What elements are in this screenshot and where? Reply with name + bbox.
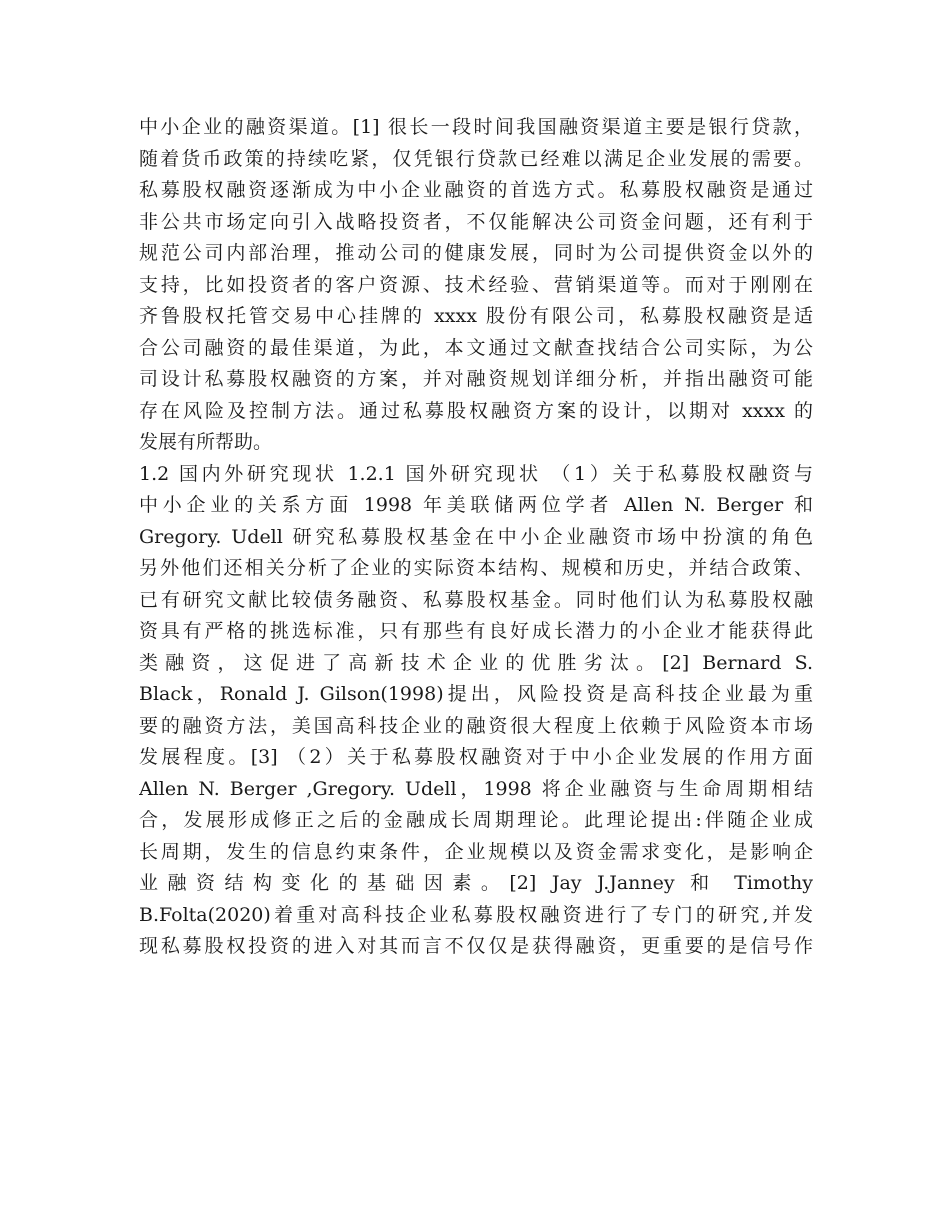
text-line: 长周期，发生的信息约束条件，企业规模以及资金需求变化，是影响企 [139, 840, 813, 863]
text-line: 已有研究文献比较债务融资、私募股权基金。同时他们认为私募股权融 [139, 588, 813, 611]
text-line: Black，Ronald J. Gilson(1998)提出，风险投资是高科技企业最为重 [139, 683, 813, 705]
text-line: 支持，比如投资者的客户资源、技术经验、营销渠道等。而对于刚刚在 [139, 273, 813, 296]
text-line: 类融资，这促进了高新技术企业的优胜劣汰。[2] Bernard S. [139, 651, 813, 674]
text-line: 资具有严格的挑选标准，只有那些有良好成长潜力的小企业才能获得此 [139, 620, 813, 642]
text-line: 中小企业的融资渠道。[1] 很长一段时间我国融资渠道主要是银行贷款， [139, 116, 813, 138]
text-line: 规范公司内部治理，推动公司的健康发展，同时为公司提供资金以外的 [139, 242, 813, 264]
text-line: 合，发展形成修正之后的金融成长周期理论。此理论提出:伴随企业成 [139, 809, 813, 831]
text-line: 要的融资方法，美国高科技企业的融资很大程度上依赖于风险资本市场 [139, 714, 813, 737]
text-line: B.Folta(2020)着重对高科技企业私募股权融资进行了专门的研究,并发 [139, 903, 813, 926]
text-line: 另外他们还相关分析了企业的实际资本结构、规模和历史，并结合政策、 [139, 557, 813, 579]
text-line: 业融资结构变化的基础因素。[2] Jay J.Janney 和 Timothy [139, 872, 813, 894]
text-line: Gregory. Udell 研究私募股权基金在中小企业融资市场中扮演的角色 [139, 525, 813, 548]
text-line: 随着货币政策的持续吃紧，仅凭银行贷款已经难以满足企业发展的需要。 [139, 147, 813, 170]
text-line: 合公司融资的最佳渠道，为此，本文通过文献查找结合公司实际，为公 [139, 336, 813, 359]
text-line: 存在风险及控制方法。通过私募股权融资方案的设计，以期对 xxxx 的 [139, 399, 813, 422]
text-line: 1.2 国内外研究现状 1.2.1 国外研究现状 （1）关于私募股权融资与 [139, 462, 813, 485]
text-line: Allen N. Berger ,Gregory. Udell，1998 将企业融资与生命周期相结 [139, 777, 813, 800]
text-line: 齐鲁股权托管交易中心挂牌的 xxxx 股份有限公司，私募股权融资是适 [139, 305, 813, 327]
body-text [139, 112, 813, 963]
text-line: 中小企业的关系方面 1998 年美联储两位学者 Allen N. Berger 和 [139, 494, 813, 516]
text-line: 非公共市场定向引入战略投资者，不仅能解决公司资金问题，还有利于 [139, 210, 813, 233]
text-line: 司设计私募股权融资的方案，并对融资规划详细分析，并指出融资可能 [139, 368, 813, 390]
text-line: 发展有所帮助。 [139, 431, 273, 453]
text-line: 发展程度。[3] （2）关于私募股权融资对于中小企业发展的作用方面 [139, 746, 813, 768]
text-line: 现私募股权投资的进入对其而言不仅仅是获得融资，更重要的是信号作 [139, 935, 813, 957]
text-line: 私募股权融资逐渐成为中小企业融资的首选方式。私募股权融资是通过 [139, 179, 813, 201]
